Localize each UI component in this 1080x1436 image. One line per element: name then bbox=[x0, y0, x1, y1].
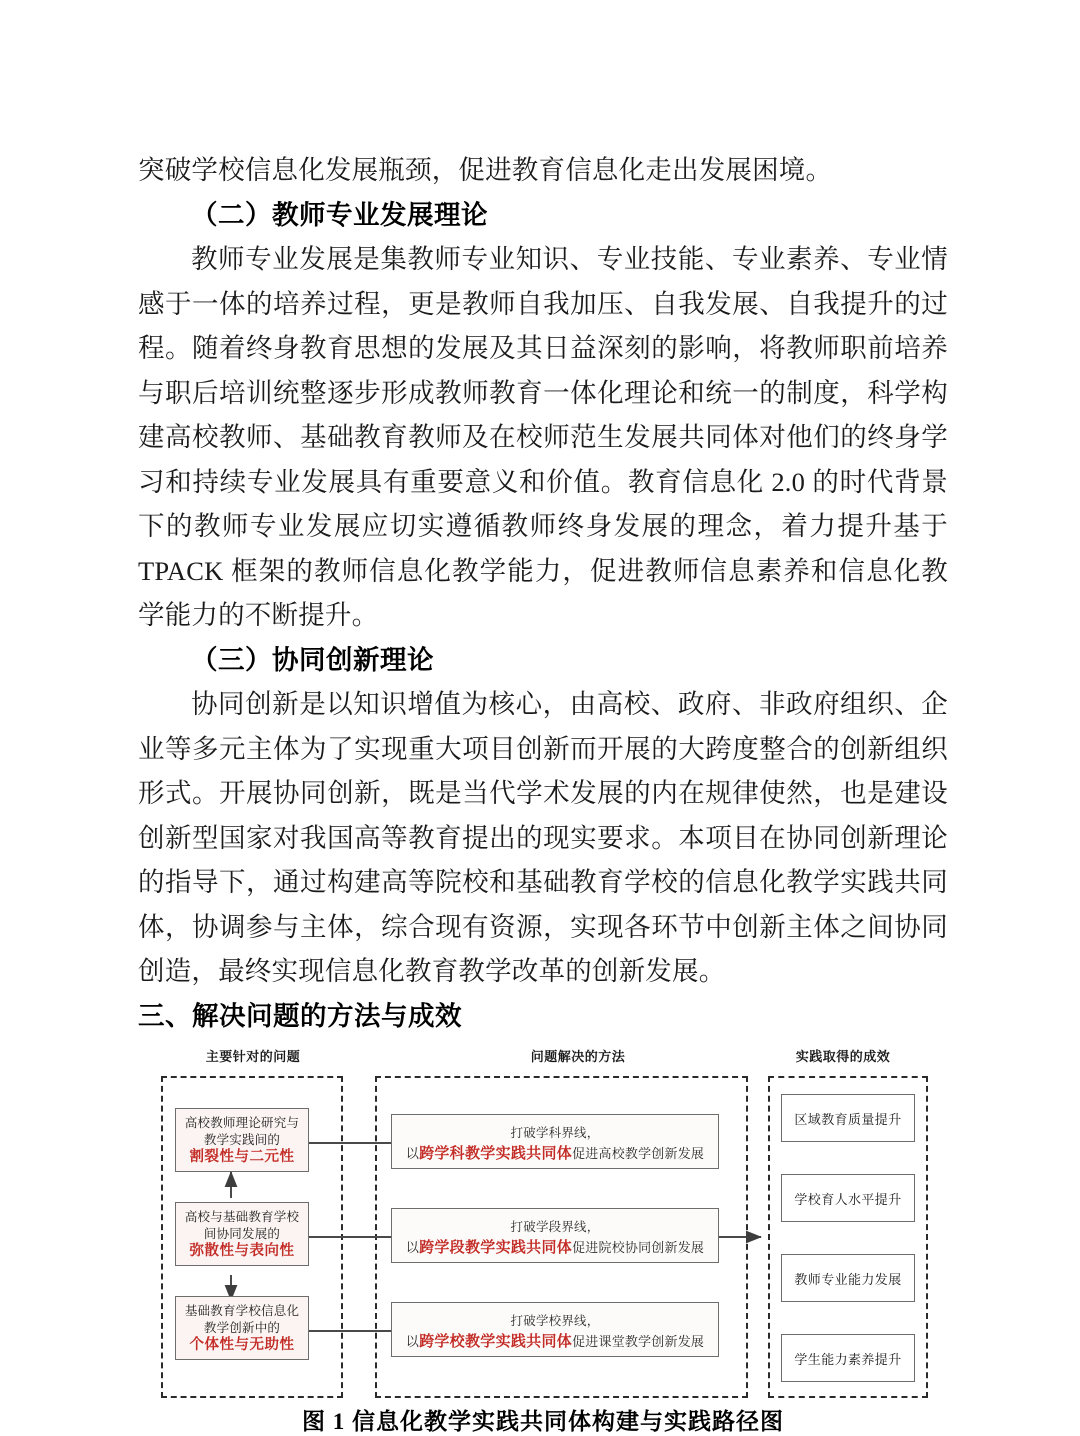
column-title-outcomes: 实践取得的成效 bbox=[795, 1050, 891, 1065]
outcome-box-2[interactable]: 学校育人水平提升 bbox=[781, 1174, 915, 1222]
method-1-line1: 打破学科界线， bbox=[510, 1126, 600, 1140]
method-2-line2 bbox=[392, 1237, 718, 1258]
problem-box-3[interactable] bbox=[175, 1296, 309, 1360]
problem-1-line2: 教学实践间的 bbox=[203, 1132, 281, 1147]
method-3-line1: 打破学校界线， bbox=[510, 1314, 600, 1328]
method-2-suffix: 促进院校协同创新发展 bbox=[572, 1240, 705, 1255]
paragraph-teacher-development: 教师专业发展是集教师专业知识、专业技能、专业素养、专业情感于一体的培养过程，更是教师自我加压、自我发展、自我提升的过程。随着终身教育思想的发展及其日益深刻的影响，将教师职前培养与职后培训统整逐步形成教师教育一体化理论和统一的制度，科学构建高校教师、基础教育教师及在校师范生发展共同体对他们的终身学习和持续专业发展具有重要意义和价值。教育信息化 2.0 的时代背景下的教师专业发展应切实遵循教师终身发展的理念，着力提升基于 TPACK 框架的教师信息化教学能力，促进教师信息素养和信息化教学能力的不断提升。 bbox=[138, 244, 948, 630]
method-3-line2 bbox=[392, 1331, 718, 1352]
diagram-canvas bbox=[153, 1046, 933, 1401]
figure-1 bbox=[138, 1046, 948, 1436]
method-3-suffix: 促进课堂教学创新发展 bbox=[572, 1334, 705, 1349]
problem-3-line2: 教学创新中的 bbox=[203, 1320, 281, 1335]
page-content bbox=[138, 148, 948, 1436]
paragraph-collaborative-innovation: 协同创新是以知识增值为核心，由高校、政府、非政府组织、企业等多元主体为了实现重大项目创新而开展的大跨度整合的创新组织形式。开展协同创新，既是当代学术发展的内在规律使然，也是建设创新型国家对我国高等教育提出的现实要求。本项目在协同创新理论的指导下，通过构建高等院校和基础教育学校的信息化教学实践共同体，协调参与主体，综合现有资源，实现各环节中创新主体之间协同创造，最终实现信息化教育教学改革的创新发展。 bbox=[138, 689, 948, 986]
heading-section-three: （三）协同创新理论 bbox=[191, 644, 434, 675]
figure-caption: 图 1 信息化教学实践共同体构建与实践路径图 bbox=[302, 1409, 784, 1434]
method-2-prefix: 以 bbox=[405, 1240, 420, 1255]
problem-1-emphasis: 割裂性与二元性 bbox=[189, 1149, 295, 1165]
heading-section-two: （二）教师专业发展理论 bbox=[191, 199, 488, 230]
problem-3-line1: 基础教育学校信息化 bbox=[184, 1303, 300, 1318]
method-3-emphasis: 跨学校教学实践共同体 bbox=[419, 1332, 573, 1350]
problem-1-line1: 高校教师理论研究与 bbox=[184, 1115, 300, 1130]
problem-2-line1: 高校与基础教育学校 bbox=[184, 1209, 300, 1224]
column-title-methods: 问题解决的方法 bbox=[530, 1050, 626, 1065]
problem-2-line2: 间协同发展的 bbox=[203, 1226, 281, 1241]
method-1-line2 bbox=[392, 1143, 718, 1164]
problem-3-emphasis: 个体性与无助性 bbox=[189, 1337, 295, 1353]
method-1-prefix: 以 bbox=[405, 1146, 420, 1161]
problem-2-emphasis: 弥散性与表向性 bbox=[189, 1243, 295, 1259]
method-1-emphasis: 跨学科教学实践共同体 bbox=[419, 1144, 573, 1162]
problem-box-1[interactable] bbox=[175, 1108, 309, 1172]
column-title-problems: 主要针对的问题 bbox=[205, 1050, 301, 1065]
outcome-box-4[interactable]: 学生能力素养提升 bbox=[781, 1334, 915, 1382]
method-box-2[interactable] bbox=[391, 1208, 719, 1263]
problem-box-2[interactable] bbox=[175, 1202, 309, 1266]
outcome-box-1[interactable]: 区域教育质量提升 bbox=[781, 1094, 915, 1142]
method-box-1[interactable] bbox=[391, 1114, 719, 1169]
heading-section-methods-results: 三、解决问题的方法与成效 bbox=[138, 1000, 462, 1031]
method-2-line1: 打破学段界线， bbox=[510, 1220, 600, 1234]
method-1-suffix: 促进高校教学创新发展 bbox=[572, 1146, 705, 1161]
paragraph-opening: 突破学校信息化发展瓶颈，促进教育信息化走出发展困境。 bbox=[138, 155, 833, 185]
method-3-prefix: 以 bbox=[405, 1334, 420, 1349]
outcome-box-3[interactable]: 教师专业能力发展 bbox=[781, 1254, 915, 1302]
method-2-emphasis: 跨学段教学实践共同体 bbox=[419, 1238, 573, 1256]
method-box-3[interactable] bbox=[391, 1302, 719, 1357]
